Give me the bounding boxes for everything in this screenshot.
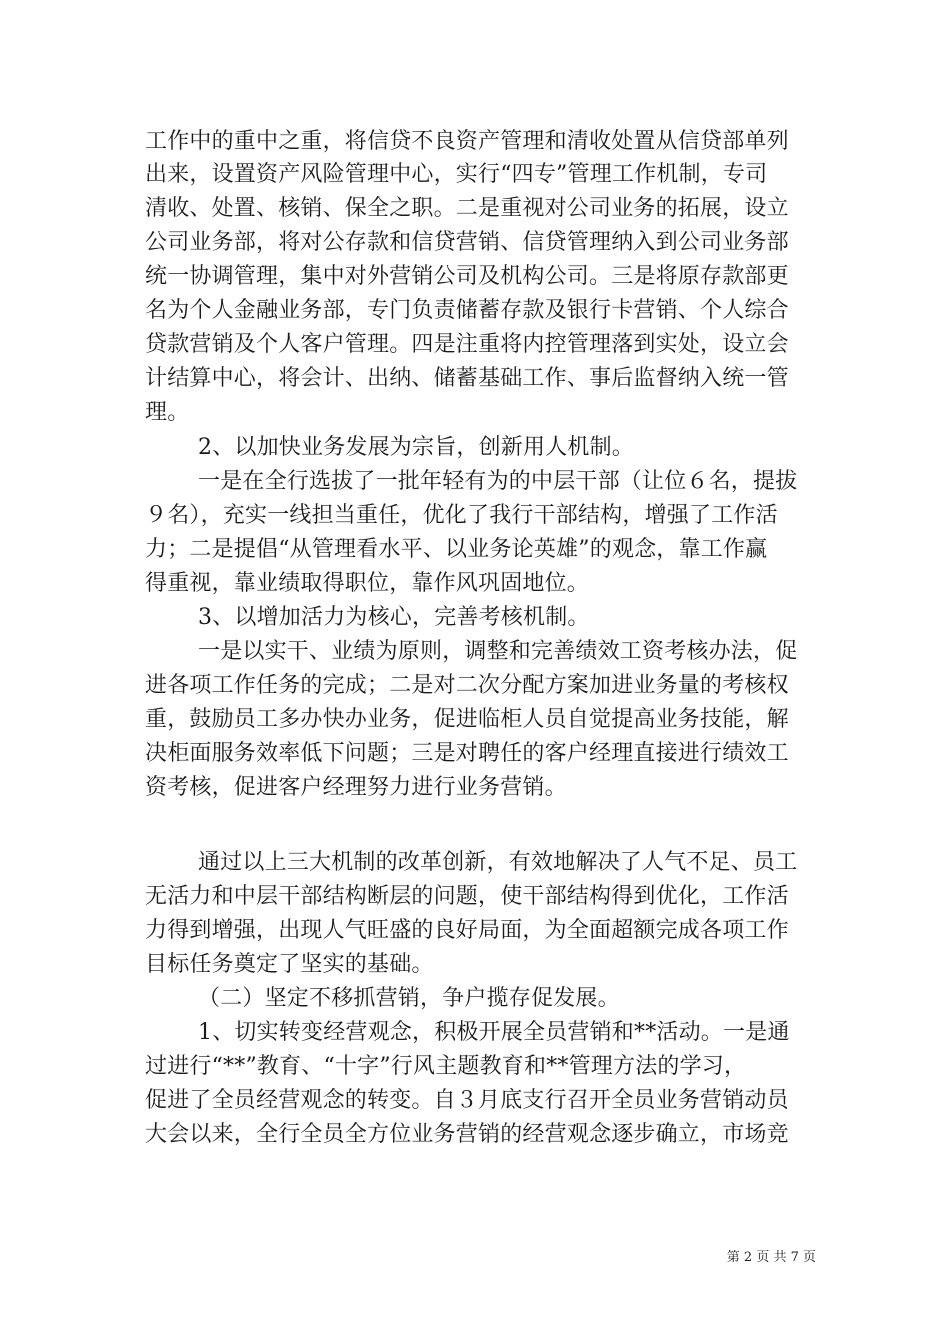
section-heading: （二）坚定不移抓营销，争户揽存促发展。	[198, 986, 620, 1011]
paragraph-line: 一是在全行选拔了一批年轻有为的中层干部（让位６名，提拔	[198, 469, 798, 494]
paragraph-line: 无活力和中层干部结构断层的问题，使干部结构得到优化，工作活	[145, 884, 789, 909]
paragraph-line: 目标任务奠定了坚实的基础。	[145, 952, 434, 977]
paragraph-line: ９名），充实一线担当重任，优化了我行干部结构，增强了工作活	[145, 503, 778, 528]
paragraph-line: 贷款营销及个人客户管理。四是注重将内控管理落到实处，设立会	[145, 332, 789, 357]
paragraph-line: 促进了全员经营观念的转变。自３月底支行召开全员业务营销动员	[145, 1088, 789, 1113]
section-heading: 2、以加快业务发展为宗旨，创新用人机制。	[198, 435, 634, 460]
paragraph-line: 大会以来，全行全员全方位业务营销的经营观念逐步确立，市场竞	[145, 1122, 789, 1147]
paragraph-line: 重，鼓励员工多办快办业务，促进临柜人员自觉提高业务技能，解	[145, 707, 789, 732]
paragraph-line: 出来，设置资产风险管理中心，实行“四专”管理工作机制，专司	[145, 162, 768, 187]
paragraph-line: 力；二是提倡“从管理看水平、以业务论英雄”的观念，靠工作赢	[145, 537, 768, 562]
paragraph-line: 公司业务部，将对公存款和信贷营销、信贷管理纳入到公司业务部	[145, 230, 789, 255]
paragraph-line: 通过以上三大机制的改革创新，有效地解决了人气不足、员工	[198, 850, 798, 875]
paragraph-line: 决柜面服务效率低下问题；三是对聘任的客户经理直接进行绩效工	[145, 741, 789, 766]
paragraph-line: 名为个人金融业务部，专门负责储蓄存款及银行卡营销、个人综合	[145, 298, 789, 323]
paragraph-line: 1、切实转变经营观念，积极开展全员营销和**活动。一是通	[198, 1020, 790, 1045]
paragraph-line: 力得到增强，出现人气旺盛的良好局面，为全面超额完成各项工作	[145, 918, 789, 943]
paragraph-line: 工作中的重中之重，将信贷不良资产管理和清收处置从信贷部单列	[145, 129, 789, 154]
paragraph-line: 资考核，促进客户经理努力进行业务营销。	[145, 775, 567, 800]
paragraph-line: 统一协调管理，集中对外营销公司及机构公司。三是将原存款部更	[145, 264, 789, 289]
paragraph-line: 计结算中心，将会计、出纳、储蓄基础工作、事后监督纳入统一管	[145, 366, 789, 391]
paragraph-line: 进各项工作任务的完成；二是对二次分配方案加进业务量的考核权	[145, 673, 789, 698]
page-number: 第 2 页 共 7 页	[726, 1250, 816, 1265]
paragraph-line: 清收、处置、核销、保全之职。二是重视对公司业务的拓展，设立	[145, 196, 789, 221]
paragraph-line: 一是以实干、业绩为原则，调整和完善绩效工资考核办法，促	[198, 639, 798, 664]
paragraph-line: 得重视，靠业绩取得职位，靠作风巩固地位。	[145, 571, 590, 596]
section-heading: 3、以增加活力为核心，完善考核机制。	[198, 605, 590, 630]
paragraph-line: 理。	[145, 400, 190, 425]
paragraph-line: 过进行“**”教育、“十字”行风主题教育和**管理方法的学习，	[145, 1054, 747, 1079]
